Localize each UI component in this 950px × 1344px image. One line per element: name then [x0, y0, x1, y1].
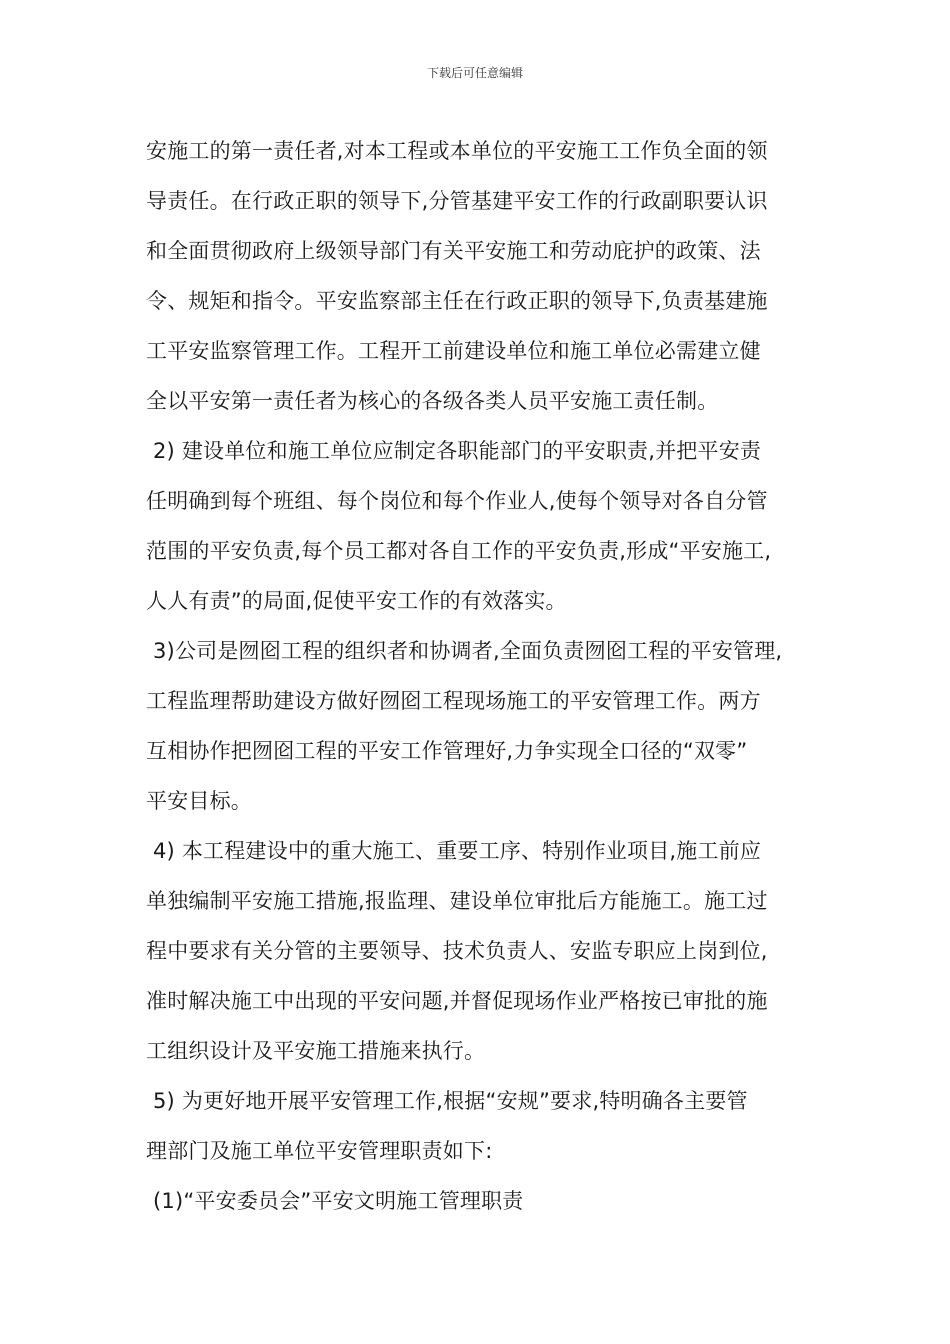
text-line: 和全面贯彻政府上级领导部门有关平安施工和劳动庇护的政策、法: [146, 239, 761, 263]
text-line: 范围的平安负责,每个员工都对各自工作的平安负责,形成“平安施工,: [146, 539, 772, 563]
text-line: 人人有责”的局面,促使平安工作的有效落实。: [146, 589, 567, 613]
text-line: (1)“平安委员会”平安文明施工管理职责: [153, 1189, 524, 1213]
text-line: 平安目标。: [146, 789, 252, 813]
text-line: 导责任。在行政正职的领导下,分管基建平安工作的行政副职要认识: [146, 189, 768, 213]
text-line: 准时解决施工中出现的平安问题,并督促现场作业严格按已审批的施: [146, 989, 768, 1013]
text-line: 3)公司是囫囵工程的组织者和协调者,全面负责囫囵工程的平安管理,: [153, 639, 783, 663]
text-line: 互相协作把囫囵工程的平安工作管理好,力争实现全口径的“双零”: [146, 739, 748, 763]
text-line: 工平安监察管理工作。工程开工前建设单位和施工单位必需建立健: [146, 339, 761, 363]
text-line: 工程监理帮助建设方做好囫囵工程现场施工的平安管理工作。两方: [146, 689, 761, 713]
text-line: 4) 本工程建设中的重大施工、重要工序、特别作业项目,施工前应: [153, 839, 762, 863]
text-line: 全以平安第一责任者为核心的各级各类人员平安施工责任制。: [146, 389, 719, 413]
text-line: 工组织设计及平安施工措施来执行。: [146, 1039, 486, 1063]
text-line: 安施工的第一责任者,对本工程或本单位的平安施工工作负全面的领: [146, 139, 768, 163]
text-line: 理部门及施工单位平安管理职责如下:: [146, 1139, 493, 1163]
text-line: 任明确到每个班组、每个岗位和每个作业人,使每个领导对各自分管: [146, 489, 768, 513]
text-line: 5) 为更好地开展平安管理工作,根据“安规”要求,特明确各主要管: [153, 1089, 748, 1113]
text-line: 令、规矩和指令。平安监察部主任在行政正职的领导下,负责基建施: [146, 289, 768, 313]
text-line: 单独编制平安施工措施,报监理、建设单位审批后方能施工。施工过: [146, 889, 768, 913]
text-line: 程中要求有关分管的主要领导、技术负责人、安监专职应上岗到位,: [146, 939, 768, 963]
page-header: 下载后可任意编辑: [426, 66, 523, 80]
text-line: 2) 建设单位和施工单位应制定各职能部门的平安职责,并把平安责: [153, 439, 762, 463]
